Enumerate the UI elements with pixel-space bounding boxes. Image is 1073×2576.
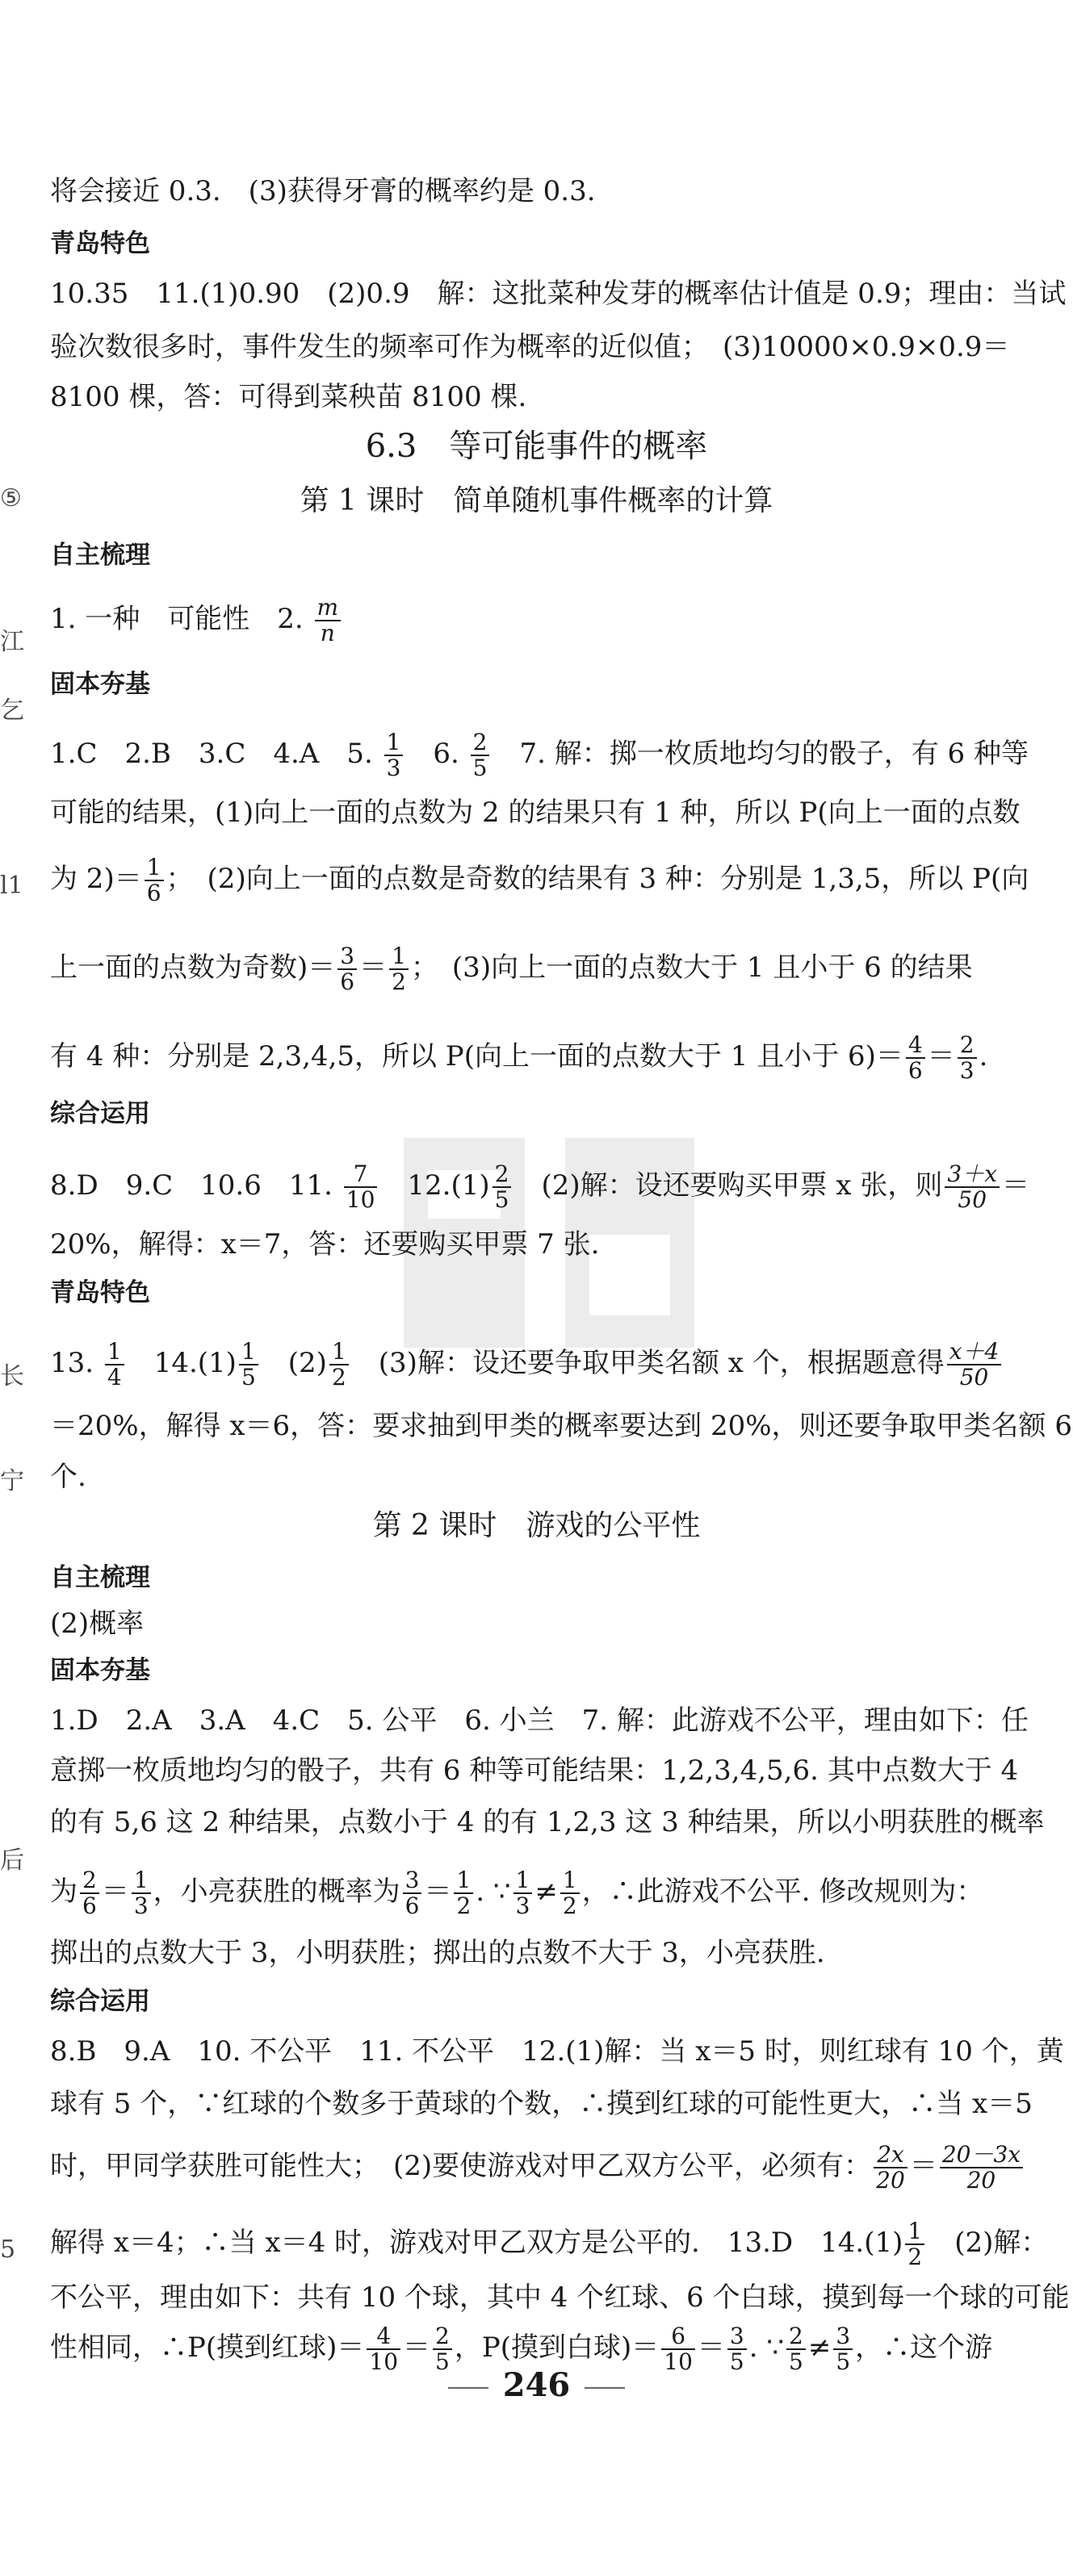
text-line: 球有 5 个，∵红球的个数多于黄球的个数，∴摸到红球的可能性更大，∴当 x＝5 — [50, 2088, 1033, 2120]
text-line: ＝20%，解得 x＝6，答：要求抽到甲类的概率要达到 20%，则还要争取甲类名额 6 — [50, 1410, 1072, 1442]
fraction-numerator: 2 — [80, 1868, 99, 1894]
fraction — [513, 1868, 533, 1918]
fraction-denominator: 6 — [404, 1892, 420, 1919]
answer-text: 时，甲同学获胜可能性大； (2)要使游戏对甲乙双方公平，必须有： — [50, 2150, 872, 2182]
text-line: 验次数很多时，事件发生的频率可作为概率的近似值； (3)10000×0.9×0.9＝ — [50, 331, 1010, 363]
answer-text: (2) — [260, 1347, 327, 1379]
fraction-numerator: 1 — [384, 730, 404, 756]
fraction-denominator: 6 — [82, 1892, 97, 1919]
fraction-denominator: 5 — [789, 2348, 803, 2375]
answer-text: (3)解：设还要争取甲类名额 x 个，根据题意得 — [350, 1347, 945, 1379]
text-line: 可能的结果，(1)向上一面的点数为 2 的结果只有 1 种，所以 P(向上一面的点数 — [50, 797, 1021, 829]
edge-mark: 5 — [0, 2235, 16, 2264]
fraction-denominator: 5 — [729, 2348, 744, 2375]
fraction — [384, 730, 404, 780]
fraction-numerator: m — [315, 596, 342, 621]
text-line: 的有 5,6 这 2 种结果，点数小于 4 的有 1,2,3 这 3 种结果，所以小明获胜的概率 — [50, 1806, 1045, 1838]
text-line — [50, 596, 1049, 646]
answer-text: 为 2)＝ — [50, 863, 142, 895]
answer-text: ＝ — [697, 2331, 725, 2364]
fraction — [239, 1340, 258, 1390]
fraction-numerator: 2 — [433, 2324, 452, 2350]
answer-text: 12.(1) — [379, 1169, 490, 1202]
answer-text: 解得 x＝4；∴当 x＝4 时，游戏对甲乙双方是公平的. 13.D 14.(1) — [50, 2227, 903, 2259]
fraction-denominator: 6 — [340, 968, 355, 995]
fraction-denominator: 10 — [664, 2348, 693, 2375]
fraction-numerator: 2 — [471, 730, 490, 756]
text-line: 掷出的点数大于 3，小明获胜；掷出的点数不大于 3，小亮获胜. — [50, 1937, 825, 1969]
text-line: 20%，解得：x＝7，答：还要购买甲票 7 张. — [50, 1228, 600, 1261]
fraction-denominator: 2 — [456, 1892, 472, 1919]
fraction-denominator: 2 — [392, 968, 406, 995]
fraction-denominator: 4 — [107, 1364, 122, 1390]
fraction — [471, 730, 490, 780]
edge-mark: 长 — [0, 1362, 24, 1390]
fraction-numerator: 1 — [132, 1868, 151, 1894]
section-heading: 青岛特色 — [50, 229, 150, 258]
fraction — [329, 1340, 349, 1390]
fraction-numerator: 1 — [105, 1340, 124, 1365]
fraction — [560, 1868, 580, 1918]
answer-text: ＝ — [101, 1876, 129, 1908]
fraction-numerator: 1 — [239, 1340, 258, 1365]
fraction-numerator: 1 — [513, 1868, 533, 1894]
fraction-denominator: 6 — [146, 880, 161, 906]
fraction-numerator: 6 — [661, 2324, 695, 2350]
fraction — [947, 1340, 1002, 1390]
fraction-denominator: 50 — [958, 1186, 987, 1213]
answer-text: . ∵ — [748, 2331, 784, 2364]
fraction-numerator: 1 — [560, 1868, 580, 1894]
fraction — [454, 1868, 473, 1918]
answer-text: ＝ — [359, 951, 388, 984]
answer-text: 1.C 2.B 3.C 4.A 5. — [50, 738, 382, 770]
fraction-denominator: 50 — [959, 1364, 989, 1390]
page-number-text: 246 — [502, 2366, 571, 2404]
fraction-numerator: 3 — [727, 2324, 747, 2350]
fraction — [403, 1868, 422, 1918]
fraction-numerator: 2 — [958, 1033, 977, 1059]
fraction — [105, 1340, 124, 1390]
text-line: 个. — [50, 1461, 86, 1493]
text-line — [50, 855, 1049, 905]
answer-text: 1. 一种 可能性 2. — [50, 603, 312, 635]
edge-mark: 江 — [0, 628, 24, 656]
fraction-numerator: 1 — [329, 1340, 349, 1365]
divider — [448, 2387, 488, 2389]
edge-mark: 后 — [0, 1846, 24, 1875]
fraction-denominator: 2 — [907, 2244, 923, 2270]
answer-text: 14.(1) — [126, 1347, 237, 1379]
answer-text: ＝ — [909, 2150, 937, 2182]
fraction-numerator: 2 — [492, 1162, 512, 1188]
answer-text: ＝ — [424, 1876, 452, 1908]
section-heading: 固本夯基 — [50, 1656, 150, 1685]
text-line: 8.B 9.A 10. 不公平 11. 不公平 12.(1)解：当 x＝5 时，则红球有 10 个，黄 — [50, 2035, 1064, 2068]
section-heading: 青岛特色 — [50, 1278, 150, 1307]
text-line — [50, 2143, 1049, 2193]
fraction-numerator: 2x — [874, 2143, 907, 2168]
text-line — [50, 1033, 1049, 1083]
fraction — [905, 2219, 924, 2269]
fraction-numerator: 1 — [389, 944, 409, 970]
fraction-numerator: 3 — [403, 1868, 422, 1894]
fraction-numerator: 1 — [454, 1868, 473, 1894]
answer-text: ＝ — [1002, 1169, 1030, 1202]
text-line — [50, 730, 1049, 780]
section-heading: 自主梳理 — [50, 541, 150, 570]
fraction — [389, 944, 409, 994]
fraction-denominator: 20 — [876, 2167, 905, 2193]
fraction-numerator: 3＋x — [945, 1162, 1000, 1188]
fraction-denominator: 5 — [241, 1364, 256, 1390]
answer-text: 7. 解：掷一枚质地均匀的骰子，有 6 种等 — [492, 738, 1029, 770]
text-line — [50, 1162, 1049, 1212]
fraction — [337, 944, 357, 994]
fraction-denominator: 5 — [472, 755, 488, 781]
lesson-title: 第 2 课时 游戏的公平性 — [372, 1509, 701, 1542]
fraction-denominator: 2 — [562, 1892, 577, 1919]
answer-text: 为 — [50, 1876, 78, 1908]
answer-text: 性相同，∴P(摸到红球)＝ — [50, 2331, 365, 2364]
fraction — [132, 1868, 151, 1918]
text-line: 将会接近 0.3. (3)获得牙膏的概率约是 0.3. — [50, 175, 596, 207]
fraction-numerator: 20－3x — [940, 2143, 1023, 2168]
fraction-numerator: 3 — [337, 944, 357, 970]
fraction-denominator: 10 — [369, 2348, 399, 2375]
fraction-denominator: n — [320, 620, 335, 646]
answer-text: ，∴这个游 — [855, 2331, 993, 2364]
fraction-denominator: 5 — [836, 2348, 851, 2375]
answer-text: . — [979, 1040, 988, 1073]
section-heading: 固本夯基 — [50, 670, 150, 699]
answer-text: 8.D 9.C 10.6 11. — [50, 1169, 342, 1202]
fraction-denominator: 2 — [331, 1364, 346, 1390]
fraction — [80, 1868, 99, 1918]
fraction — [874, 2143, 907, 2193]
fraction — [344, 1162, 378, 1212]
edge-mark: l1 — [0, 872, 23, 900]
fraction-denominator: 3 — [515, 1892, 530, 1919]
section-heading: 综合运用 — [50, 1987, 150, 2016]
answer-text: ≠ — [534, 1876, 558, 1908]
answer-text: ≠ — [807, 2331, 832, 2364]
fraction — [958, 1033, 977, 1083]
fraction-denominator: 5 — [494, 1186, 509, 1213]
section-heading: 自主梳理 — [50, 1563, 150, 1592]
answer-text: (2)解：设还要购买甲票 x 张，则 — [513, 1169, 943, 1202]
fraction — [945, 1162, 1000, 1212]
lesson-title: 第 1 课时 简单随机事件概率的计算 — [300, 484, 773, 517]
fraction — [145, 855, 164, 905]
text-line — [50, 1340, 1049, 1390]
fraction-numerator: 1 — [145, 855, 164, 881]
answer-text: ； (2)向上一面的点数是奇数的结果有 3 种：分别是 1,3,5，所以 P(向 — [166, 863, 1029, 895]
answer-text: 6. — [405, 738, 468, 770]
fraction-numerator: x＋4 — [947, 1340, 1002, 1365]
text-line: 1.D 2.A 3.A 4.C 5. 公平 6. 小兰 7. 解：此游戏不公平，理由如下：任 — [50, 1704, 1029, 1737]
text-line — [50, 2219, 1049, 2269]
page-number — [0, 2366, 1073, 2404]
fraction — [315, 596, 342, 646]
fraction-denominator: 6 — [907, 1057, 923, 1084]
answer-text: 13. — [50, 1347, 103, 1379]
text-line — [50, 1868, 1049, 1918]
fraction-denominator: 3 — [959, 1057, 975, 1084]
text-line — [50, 944, 1049, 994]
fraction — [906, 1033, 925, 1083]
fraction — [940, 2143, 1023, 2193]
fraction-numerator: 4 — [906, 1033, 925, 1059]
text-line: 不公平，理由如下：共有 10 个球，其中 4 个红球、6 个白球，摸到每一个球的可能 — [50, 2281, 1070, 2314]
fraction-numerator: 4 — [367, 2324, 400, 2350]
fraction-numerator: 3 — [833, 2324, 853, 2350]
section-title: 6.3 等可能事件的概率 — [365, 428, 708, 465]
text-line: 8100 棵，答：可得到菜秧苗 8100 棵. — [50, 381, 527, 413]
answer-text: (2)解： — [927, 2227, 1049, 2259]
answer-text: ，小亮获胜的概率为 — [153, 1876, 400, 1908]
fraction-denominator: 5 — [435, 2348, 450, 2375]
answer-text: ，∴此游戏不公平. 修改规则为： — [581, 1876, 984, 1908]
fraction-denominator: 10 — [346, 1186, 375, 1213]
section-heading: 综合运用 — [50, 1099, 150, 1128]
fraction-numerator: 2 — [786, 2324, 806, 2350]
fraction-denominator: 3 — [386, 755, 401, 781]
answer-text: ＝ — [927, 1040, 955, 1073]
edge-mark: 乞 — [0, 696, 24, 725]
answer-text: . ∵ — [476, 1876, 511, 1908]
fraction — [492, 1162, 512, 1212]
edge-mark: 宁 — [0, 1467, 24, 1495]
fraction-denominator: 20 — [966, 2167, 996, 2193]
text-line: 10.35 11.(1)0.90 (2)0.9 解：这批菜种发芽的概率估计值是 0.9；理由：当试 — [50, 278, 1067, 310]
fraction-numerator: 7 — [344, 1162, 378, 1188]
answer-text: ，P(摸到白球)＝ — [454, 2331, 660, 2364]
answer-text: ； (3)向上一面的点数大于 1 且小于 6 的结果 — [410, 951, 973, 984]
answer-text: 有 4 种：分别是 2,3,4,5，所以 P(向上一面的点数大于 1 且小于 6)＝ — [50, 1040, 903, 1073]
text-line: 意掷一枚质地均匀的骰子，共有 6 种等可能结果：1,2,3,4,5,6. 其中点数大于 4 — [50, 1754, 1019, 1787]
fraction-denominator: 3 — [133, 1892, 149, 1919]
divider — [585, 2387, 625, 2389]
text-line: (2)概率 — [50, 1608, 145, 1640]
answer-text: 上一面的点数为奇数)＝ — [50, 951, 336, 984]
edge-mark: ⑤ — [0, 484, 22, 512]
answer-text: ＝ — [403, 2331, 431, 2364]
fraction-numerator: 1 — [905, 2219, 924, 2245]
